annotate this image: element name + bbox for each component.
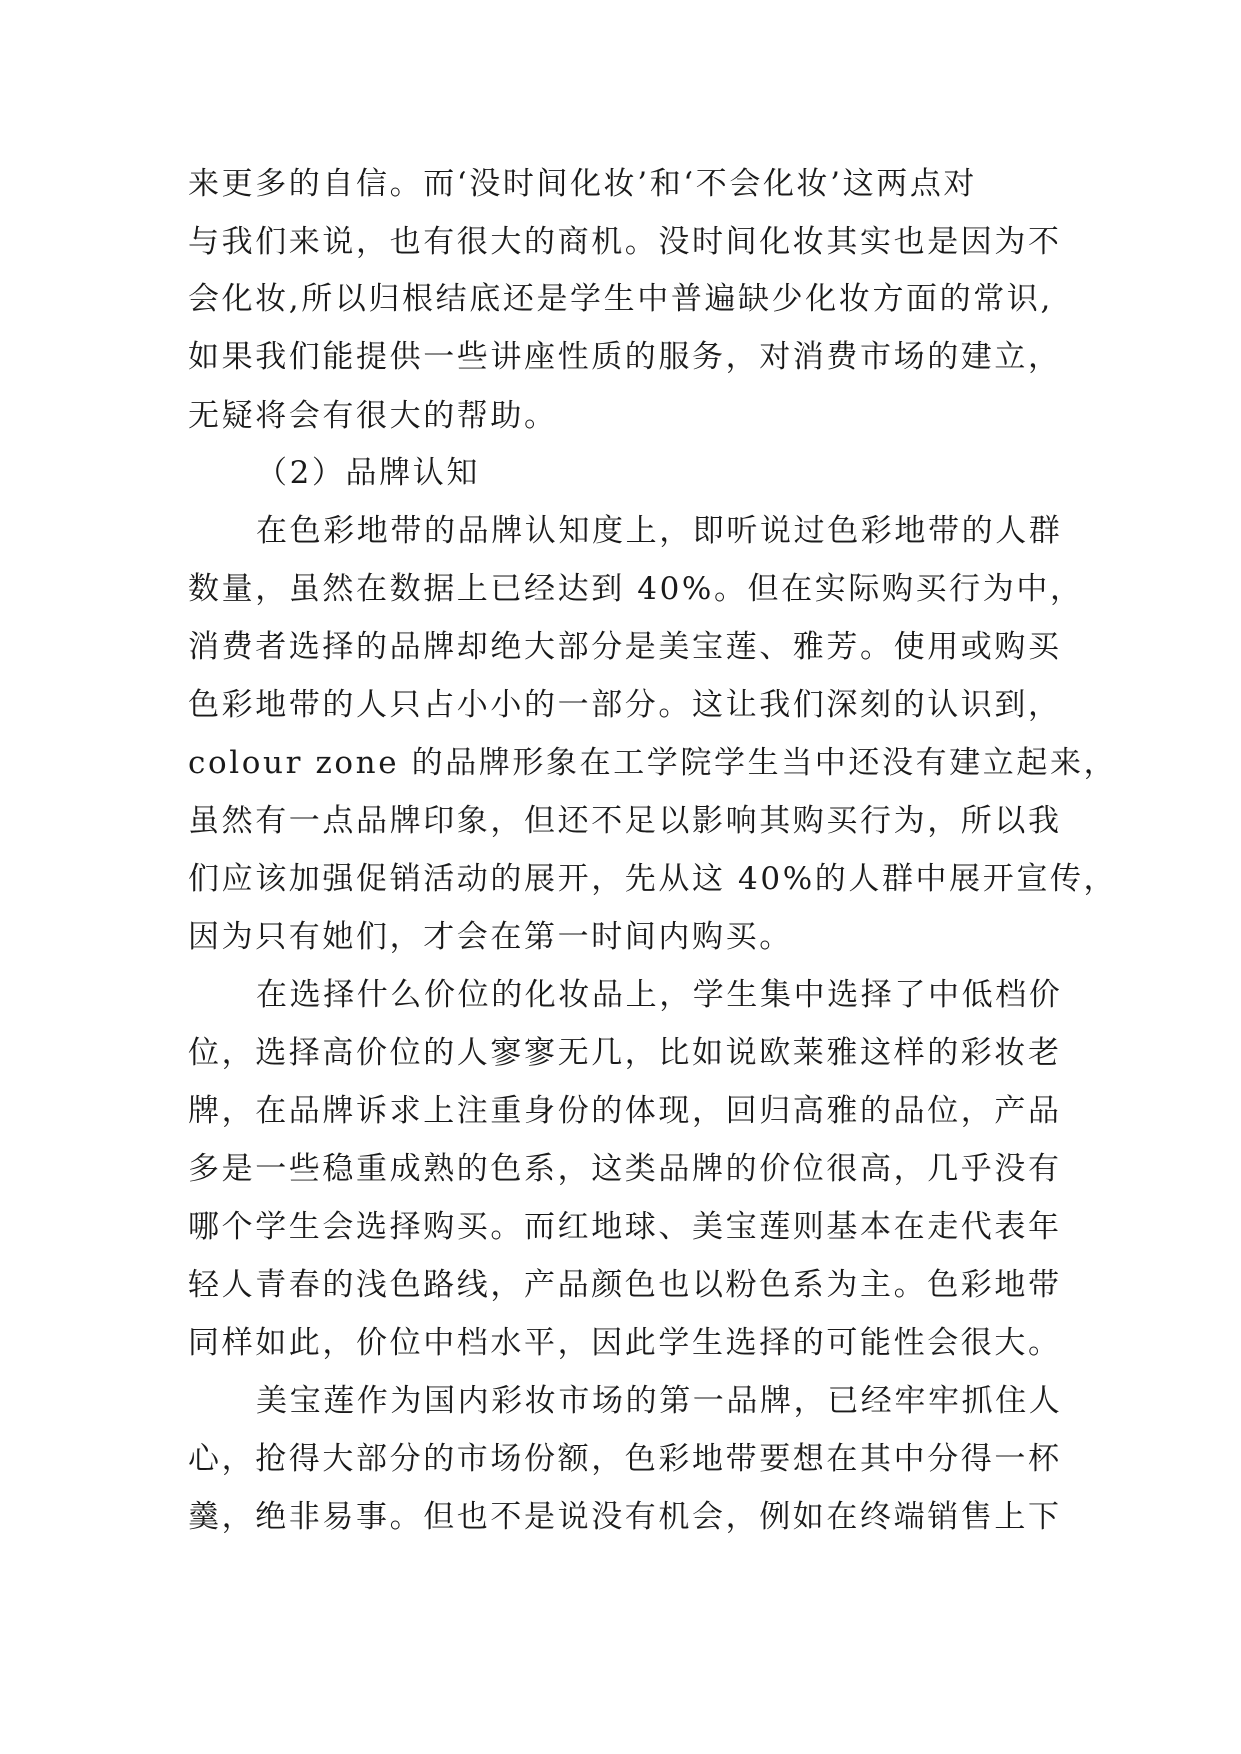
text-line: 来更多的自信。而‘没时间化妆’和‘不会化妆’这两点对 [188, 166, 978, 202]
text-line: 会化妆,所以归根结底还是学生中普遍缺少化妆方面的常识, [188, 281, 1053, 317]
section-heading: （2）品牌认知 [256, 455, 480, 491]
text-line: 同样如此，价位中档水平，因此学生选择的可能性会很大。 [188, 1325, 1062, 1361]
text-line: 如果我们能提供一些讲座性质的服务，对消费市场的建立， [188, 339, 1062, 375]
text-line: 与我们来说，也有很大的商机。没时间化妆其实也是因为不 [188, 224, 1062, 260]
text-line: 因为只有她们，才会在第一时间内购买。 [188, 919, 793, 955]
text-line: 美宝莲作为国内彩妆市场的第一品牌，已经牢牢抓住人 [256, 1383, 1063, 1419]
text-line: 羹，绝非易事。但也不是说没有机会，例如在终端销售上下 [188, 1499, 1062, 1535]
text-line: 在选择什么价位的化妆品上，学生集中选择了中低档价 [256, 977, 1063, 1013]
text-line: 们应该加强促销活动的展开，先从这 40%的人群中展开宣传， [188, 861, 1118, 897]
text-line: 虽然有一点品牌印象，但还不足以影响其购买行为，所以我 [188, 803, 1062, 839]
text-line: colour zone 的品牌形象在工学院学生当中还没有建立起来， [188, 745, 1118, 781]
text-line: 哪个学生会选择购买。而红地球、美宝莲则基本在走代表年 [188, 1209, 1062, 1245]
text-line: 无疑将会有很大的帮助。 [188, 398, 558, 434]
text-line: 多是一些稳重成熟的色系，这类品牌的价位很高，几乎没有 [188, 1151, 1062, 1187]
text-line: 在色彩地带的品牌认知度上，即听说过色彩地带的人群 [256, 513, 1063, 549]
text-line: 轻人青春的浅色路线，产品颜色也以粉色系为主。色彩地带 [188, 1267, 1062, 1303]
text-line: 牌，在品牌诉求上注重身份的体现，回归高雅的品位，产品 [188, 1093, 1062, 1129]
text-line: 位，选择高价位的人寥寥无几，比如说欧莱雅这样的彩妆老 [188, 1035, 1062, 1071]
text-line: 心，抢得大部分的市场份额，色彩地带要想在其中分得一杯 [188, 1441, 1062, 1477]
text-line: 色彩地带的人只占小小的一部分。这让我们深刻的认识到， [188, 687, 1062, 723]
text-line: 消费者选择的品牌却绝大部分是美宝莲、雅芳。使用或购买 [188, 629, 1062, 665]
text-line: 数量，虽然在数据上已经达到 40%。但在实际购买行为中， [188, 571, 1084, 607]
